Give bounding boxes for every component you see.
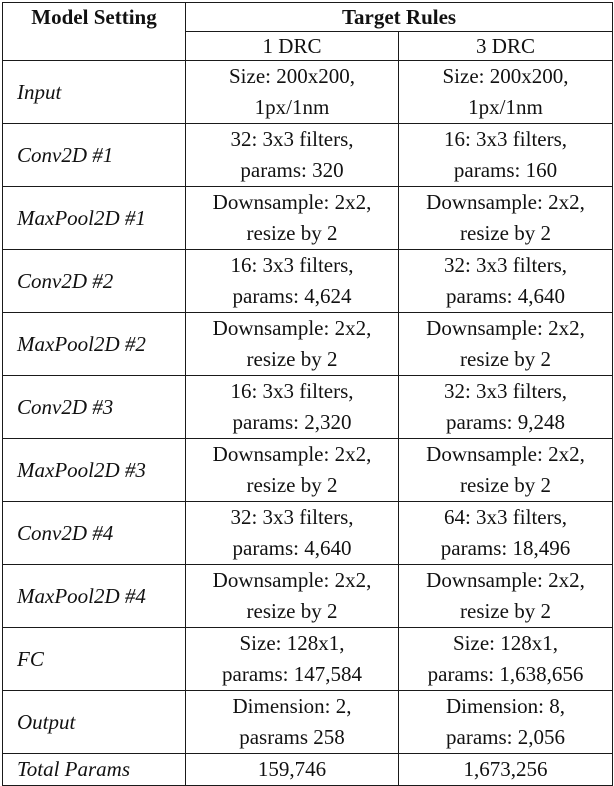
cell-line: Downsample: 2x2, bbox=[212, 190, 372, 214]
cell-3drc bbox=[399, 124, 613, 187]
table-row bbox=[3, 691, 613, 754]
cell-3drc bbox=[399, 628, 613, 691]
cell-line: Downsample: 2x2, bbox=[426, 316, 585, 340]
table-row bbox=[3, 439, 613, 502]
cell-3drc bbox=[399, 313, 613, 376]
cell-line: 16: 3x3 filters, bbox=[230, 253, 354, 277]
target-rules-header: Target Rules bbox=[186, 3, 613, 32]
cell-line: resize by 2 bbox=[246, 599, 338, 623]
cell-3drc bbox=[399, 187, 613, 250]
header-row bbox=[3, 3, 613, 32]
cell-line: Size: 128x1, bbox=[239, 631, 345, 655]
cell-3drc bbox=[399, 250, 613, 313]
cell-1drc bbox=[186, 124, 399, 187]
table-row bbox=[3, 628, 613, 691]
cell-3drc bbox=[399, 61, 613, 124]
cell-line: Dimension: 8, bbox=[446, 694, 565, 718]
cell-line: Downsample: 2x2, bbox=[426, 442, 585, 466]
cell-3drc bbox=[399, 502, 613, 565]
cell-1drc bbox=[186, 628, 399, 691]
cell-1drc bbox=[186, 502, 399, 565]
cell-line: params: 2,056 bbox=[446, 725, 565, 749]
row-label: MaxPool2D #2 bbox=[3, 313, 186, 376]
table-body bbox=[3, 61, 613, 754]
table-row bbox=[3, 61, 613, 124]
cell-line: Downsample: 2x2, bbox=[212, 442, 372, 466]
cell-1drc bbox=[186, 376, 399, 439]
cell-line: 1px/1nm bbox=[468, 95, 543, 119]
cell-line: params: 147,584 bbox=[222, 662, 362, 686]
col-3drc-header: 3 DRC bbox=[399, 32, 613, 61]
cell-line: params: 9,248 bbox=[446, 410, 565, 434]
cell-line: params: 1,638,656 bbox=[427, 662, 584, 686]
cell-line: Size: 200x200, bbox=[442, 64, 569, 88]
row-label: FC bbox=[3, 628, 186, 691]
cell-line: 32: 3x3 filters, bbox=[443, 379, 568, 403]
cell-line: 32: 3x3 filters, bbox=[230, 127, 354, 151]
col-1drc-header: 1 DRC bbox=[186, 32, 399, 61]
cell-line: params: 160 bbox=[453, 158, 558, 182]
row-label: Conv2D #2 bbox=[3, 250, 186, 313]
cell-line: 16: 3x3 filters, bbox=[230, 379, 354, 403]
cell-line: Dimension: 2, bbox=[232, 694, 352, 718]
cell-line: params: 18,496 bbox=[440, 536, 571, 560]
row-label: MaxPool2D #3 bbox=[3, 439, 186, 502]
total-row bbox=[3, 754, 613, 786]
cell-1drc bbox=[186, 61, 399, 124]
cell-line: resize by 2 bbox=[246, 221, 338, 245]
cell-line: Downsample: 2x2, bbox=[426, 568, 585, 592]
cell-line: params: 2,320 bbox=[232, 410, 352, 434]
cell-line: resize by 2 bbox=[460, 473, 551, 497]
row-label: Output bbox=[3, 691, 186, 754]
table-row bbox=[3, 187, 613, 250]
cell-1drc bbox=[186, 439, 399, 502]
row-label: Conv2D #3 bbox=[3, 376, 186, 439]
cell-3drc bbox=[399, 691, 613, 754]
cell-line: 16: 3x3 filters, bbox=[443, 127, 568, 151]
cell-line: Size: 200x200, bbox=[229, 64, 355, 88]
cell-3drc bbox=[399, 565, 613, 628]
cell-line: params: 4,640 bbox=[446, 284, 565, 308]
table-row bbox=[3, 565, 613, 628]
cell-line: 32: 3x3 filters, bbox=[230, 505, 354, 529]
cell-1drc bbox=[186, 313, 399, 376]
total-1drc: 159,746 bbox=[186, 754, 399, 786]
row-label: MaxPool2D #1 bbox=[3, 187, 186, 250]
table-row bbox=[3, 124, 613, 187]
cell-3drc bbox=[399, 439, 613, 502]
model-setting-header: Model Setting bbox=[3, 3, 186, 61]
cell-line: Downsample: 2x2, bbox=[426, 190, 585, 214]
cell-1drc bbox=[186, 565, 399, 628]
model-settings-table bbox=[2, 2, 613, 786]
row-label: Input bbox=[3, 61, 186, 124]
table-row bbox=[3, 502, 613, 565]
cell-line: resize by 2 bbox=[246, 473, 338, 497]
row-label: Conv2D #4 bbox=[3, 502, 186, 565]
cell-line: resize by 2 bbox=[460, 599, 551, 623]
table-row bbox=[3, 313, 613, 376]
total-label: Total Params bbox=[3, 754, 186, 786]
cell-line: 32: 3x3 filters, bbox=[443, 253, 568, 277]
cell-1drc bbox=[186, 187, 399, 250]
row-label: Conv2D #1 bbox=[3, 124, 186, 187]
cell-line: params: 4,624 bbox=[232, 284, 352, 308]
cell-line: params: 320 bbox=[240, 158, 344, 182]
table-row bbox=[3, 376, 613, 439]
cell-line: 1px/1nm bbox=[254, 95, 330, 119]
cell-3drc bbox=[399, 376, 613, 439]
cell-line: Downsample: 2x2, bbox=[212, 316, 372, 340]
cell-line: resize by 2 bbox=[460, 347, 551, 371]
cell-line: pasrams 258 bbox=[239, 725, 345, 749]
cell-line: Downsample: 2x2, bbox=[212, 568, 372, 592]
row-label: MaxPool2D #4 bbox=[3, 565, 186, 628]
total-3drc: 1,673,256 bbox=[399, 754, 613, 786]
cell-1drc bbox=[186, 250, 399, 313]
cell-line: 64: 3x3 filters, bbox=[443, 505, 568, 529]
cell-line: Size: 128x1, bbox=[453, 631, 558, 655]
cell-line: resize by 2 bbox=[460, 221, 551, 245]
cell-line: resize by 2 bbox=[246, 347, 338, 371]
cell-1drc bbox=[186, 691, 399, 754]
table-row bbox=[3, 250, 613, 313]
cell-line: params: 4,640 bbox=[232, 536, 352, 560]
